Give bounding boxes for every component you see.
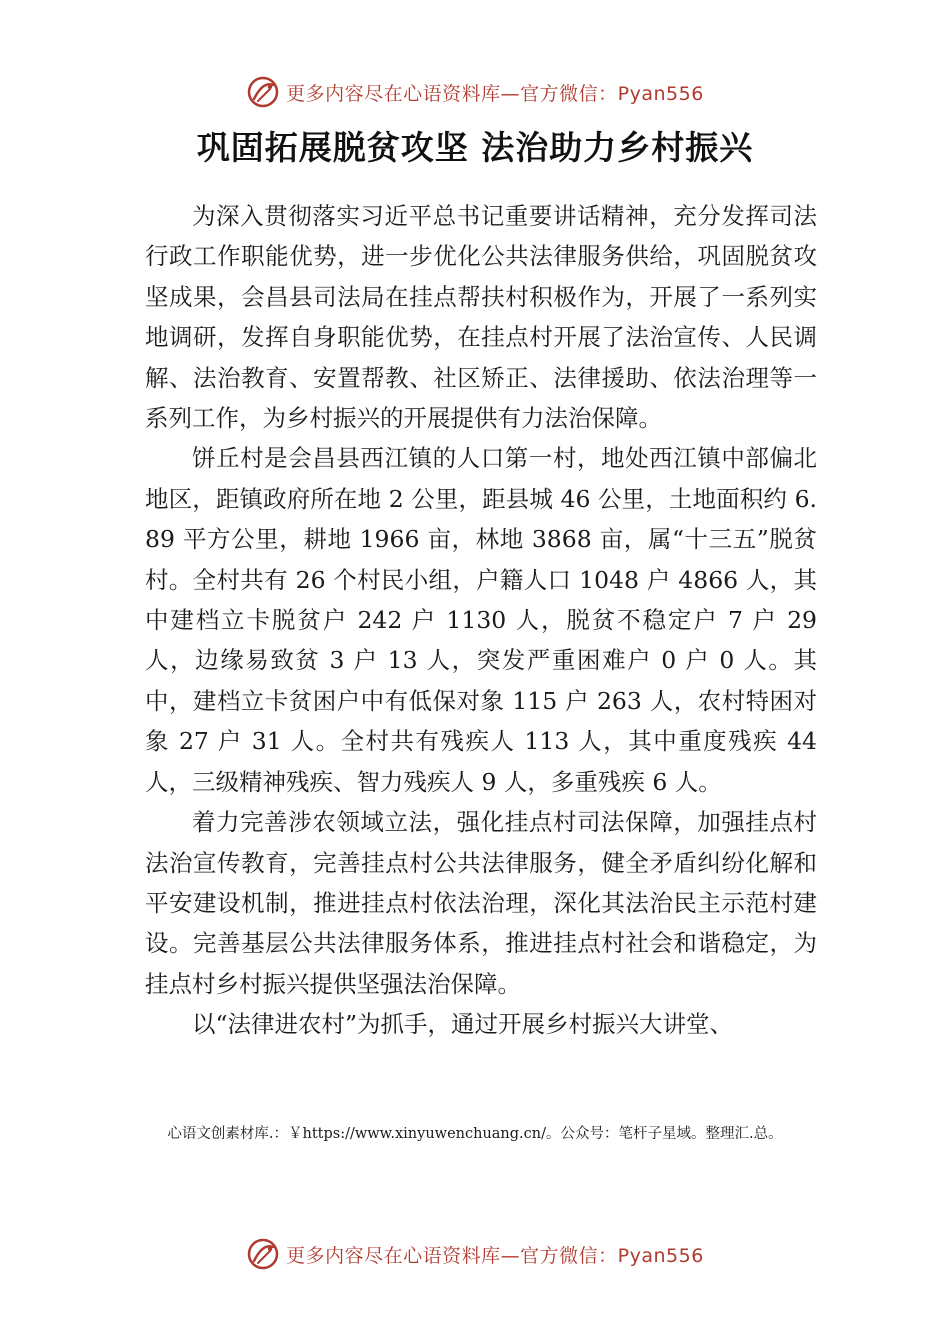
watermark-banner-top xyxy=(0,70,950,114)
seal-logo-icon xyxy=(246,75,280,109)
seal-logo-icon xyxy=(246,1237,280,1271)
paragraph-2: 饼丘村是会昌县西江镇的人口第一村，地处西江镇中部偏北地区，距镇政府所在地 2 公里，距县城 46 公里，土地面积约 6.89 平方公里，耕地 1966 亩，林地 3868 亩，属“十三五”脱贫村。全村共有 26 个村民小组，户籍人口 1048 户 4866 人，其中建档立卡脱贫户 242 户 1130 人，脱贫不稳定户 7 户 29 人，边缘易致贫 3 户 13 人，突发严重困难户 0 户 0 人。其中，建档立卡贫困户中有低保对象 115 户 263 人，农村特困对象 27 户 31 人。全村共有残疾人 113 人，其中重度残疾 44 人，三级精神残疾、智力残疾人 9 人，多重残疾 6 人。 xyxy=(145,444,817,796)
paragraph-4: 以“法律进农村”为抓手，通过开展乡村振兴大讲堂、 xyxy=(192,1010,734,1039)
watermark-text: 更多内容尽在心语资料库—官方微信：Pyan556 xyxy=(286,82,704,105)
page-footer: 心语文创素材库.：￥https://www.xinyuwenchuang.cn/。公众号：笔杆子星域。整理汇.总。 xyxy=(167,1126,783,1142)
paragraph-1: 为深入贯彻落实习近平总书记重要讲话精神，充分发挥司法行政工作职能优势，进一步优化公共法律服务供给，巩固脱贫攻坚成果，会昌县司法局在挂点帮扶村积极作为，开展了一系列实地调研，发挥自身职能优势，在挂点村开展了法治宣传、人民调解、法治教育、安置帮教、社区矫正、法律援助、依法治理等一系列工作，为乡村振兴的开展提供有力法治保障。 xyxy=(145,202,817,433)
paragraph-3: 着力完善涉农领域立法，强化挂点村司法保障，加强挂点村法治宣传教育，完善挂点村公共法律服务，健全矛盾纠纷化解和平安建设机制，推进挂点村依法治理，深化其法治民主示范村建设。完善基层公共法律服务体系，推进挂点村社会和谐稳定，为挂点村乡村振兴提供坚强法治保障。 xyxy=(145,808,817,998)
watermark-text: 更多内容尽在心语资料库—官方微信：Pyan556 xyxy=(286,1244,704,1267)
document-title: 巩固拓展脱贫攻坚 法治助力乡村振兴 xyxy=(196,128,754,167)
watermark-banner-bottom xyxy=(0,1232,950,1276)
document-body xyxy=(145,196,817,1045)
